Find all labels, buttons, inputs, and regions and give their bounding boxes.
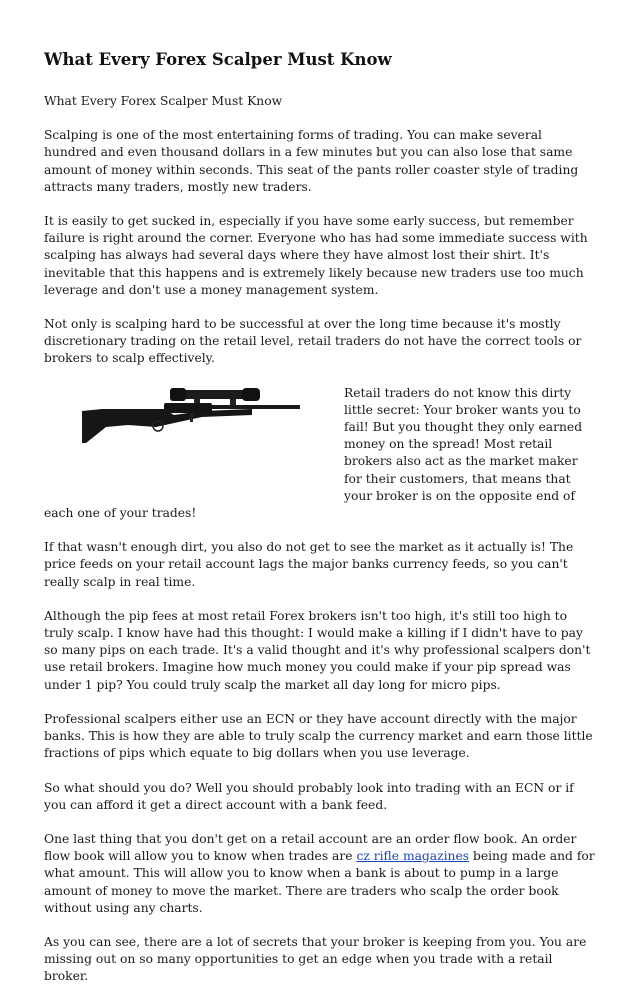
document-page bbox=[44, 38, 596, 1003]
paragraph-4: Retail traders do not know this dirty little secret: Your broker wants you to fail! But you thought they only earned money on the spread! Most retail brokers also act as the market maker for their customers, that means that your broker is on the opposite end of each one of your trades! bbox=[44, 385, 583, 521]
paragraph-9 bbox=[44, 831, 596, 917]
paragraph-1: Scalping is one of the most entertaining forms of trading. You can make several hundred and even thousand dollars in a few minutes but you can also lose that same amount of money within seconds. This seat of the pants roller coaster style of trading attracts many traders, mostly new traders. bbox=[44, 128, 579, 194]
paragraph-8: So what should you do? Well you should probably look into trading with an ECN or if you can afford it get a direct account with a bank feed. bbox=[44, 780, 574, 812]
paragraph-3: Not only is scalping hard to be successful at over the long time because it's mostly discretionary trading on the retail level, retail traders do not have the correct tools or brokers to scalp effectively. bbox=[44, 317, 582, 366]
subtitle: What Every Forex Scalper Must Know bbox=[44, 94, 283, 108]
paragraph-7: Professional scalpers either use an ECN or they have account directly with the major banks. This is how they are able to truly scalp the currency market and earn those little fractions of pips which equate to big dollars when you use leverage. bbox=[44, 711, 593, 761]
rifle-icon bbox=[82, 387, 302, 447]
paragraph-9-before: One last thing that you don't get on a retail account are an order flow book. An order flow book will allow you to know when trades are bbox=[44, 831, 577, 864]
paragraph-6: Although the pip fees at most retail Forex brokers isn't too high, it's still too high to truly scalp. I know have had this thought: I would make a killing if I didn't have to pay so many pips on each trade. It's a valid thought and it's why professional scalpers don't use retail brokers. Imagine how much money you could make if your pip spread was under 1 pip? You could truly scalp the market all day long for micro pips. bbox=[44, 608, 591, 692]
paragraph-2: It is easily to get sucked in, especially if you have some early success, but remember failure is right around the corner. Everyone who has had some immediate success with scalping has always had several days where they have almost lost their shirt. It's inevitable that this happens and is extremely likely because new traders use too much leverage and don't use a money management system. bbox=[44, 214, 588, 297]
page-title: What Every Forex Scalper Must Know bbox=[44, 50, 392, 69]
cz-rifle-magazines-link[interactable]: cz rifle magazines bbox=[356, 849, 470, 864]
paragraph-5: If that wasn't enough dirt, you also do not get to see the market as it actually is! The price feeds on your retail account lags the major banks currency feeds, so you can't really scalp in real time. bbox=[44, 540, 574, 589]
paragraph-10: As you can see, there are a lot of secrets that your broker is keeping from you. You are missing out on so many opportunities to get an edge when you trade with a retail broker. bbox=[44, 934, 587, 984]
rifle-image bbox=[44, 387, 344, 489]
paragraph-9-after: being made and for what amount. This will allow you to know when a bank is about to pump in a large amount of money to move the market. There are traders who scalp the order book without using any charts. bbox=[44, 849, 595, 915]
